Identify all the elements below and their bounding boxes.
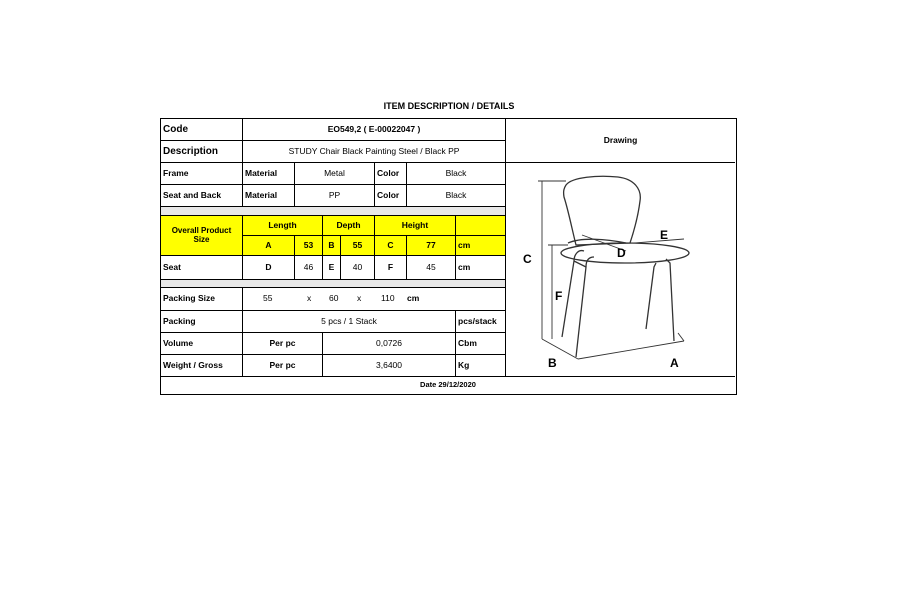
code-label: Code: [161, 119, 243, 141]
dim-c-label: C: [375, 236, 407, 256]
seat-back-material-value: PP: [295, 185, 375, 207]
document-title: ITEM DESCRIPTION / DETAILS: [383, 101, 515, 111]
dim-a-label: A: [243, 236, 295, 256]
drawing-label-f: F: [555, 289, 563, 303]
drawing-label-e: E: [660, 228, 669, 242]
seat-back-color-label: Color: [375, 185, 407, 207]
packing-x-1: x: [307, 293, 312, 304]
drawing-label-a: A: [670, 356, 679, 370]
weight-value: 3,6400: [323, 355, 456, 377]
packing-length: 55: [263, 293, 273, 304]
chair-frame-bar: [574, 261, 586, 267]
packing-size-values: [243, 288, 506, 311]
seat-back-color-value: Black: [407, 185, 506, 207]
drawing-label-b: B: [548, 356, 557, 370]
description-value: STUDY Chair Black Painting Steel / Black PP: [243, 141, 506, 163]
drawing-label-d: D: [617, 246, 626, 260]
weight-label: Weight / Gross: [161, 355, 243, 377]
chair-drawing: [506, 163, 735, 377]
dim-line-e: [634, 239, 684, 243]
chair-backrest: [564, 176, 641, 245]
overall-unit: cm: [456, 236, 506, 256]
chair-leg-back-right: [666, 259, 674, 341]
dim-b-value: 55: [341, 236, 375, 256]
seat-label: Seat: [161, 256, 243, 280]
weight-unit: Kg: [456, 355, 506, 377]
description-label: Description: [161, 141, 243, 163]
frame-color-value: Black: [407, 163, 506, 185]
seat-back-material-label: Material: [243, 185, 295, 207]
packing-height: 110: [381, 293, 395, 304]
seat-unit: cm: [456, 256, 506, 280]
volume-value: 0,0726: [323, 333, 456, 355]
packing-value: 5 pcs / 1 Stack: [243, 311, 456, 333]
packing-x-2: x: [357, 293, 362, 304]
overall-product-size-label: Overall Product Size: [161, 216, 243, 256]
dim-c-value: 77: [407, 236, 456, 256]
dim-tick-a: [678, 333, 684, 341]
dim-e-value: 40: [341, 256, 375, 280]
frame-label: Frame: [161, 163, 243, 185]
packing-unit: pcs/stack: [456, 311, 506, 333]
overall-blank-cell: [456, 216, 506, 236]
weight-per-pc: Per pc: [243, 355, 323, 377]
dim-f-label: F: [375, 256, 407, 280]
item-details-sheet: [160, 118, 737, 395]
drawing-label-c: C: [523, 252, 532, 266]
document-date: Date 29/12/2020: [420, 379, 476, 389]
dim-a-value: 53: [295, 236, 323, 256]
chair-leg-back: [646, 263, 656, 329]
packing-size-label: Packing Size: [161, 288, 243, 311]
seat-and-back-label: Seat and Back: [161, 185, 243, 207]
packing-label: Packing: [161, 311, 243, 333]
dim-d-label: D: [243, 256, 295, 280]
dim-f-value: 45: [407, 256, 456, 280]
packing-size-unit: cm: [407, 293, 420, 304]
chair-leg-front: [576, 257, 594, 357]
dim-b-label: B: [323, 236, 341, 256]
spacer-row: [161, 207, 506, 216]
packing-width: 60: [329, 293, 339, 304]
depth-header: Depth: [323, 216, 375, 236]
dim-d-value: 46: [295, 256, 323, 280]
frame-color-label: Color: [375, 163, 407, 185]
drawing-header: Drawing: [506, 119, 735, 163]
length-header: Length: [243, 216, 323, 236]
volume-unit: Cbm: [456, 333, 506, 355]
spacer-row-2: [161, 280, 506, 288]
code-value: EO549,2 ( E-00022047 ): [243, 119, 506, 141]
chair-drawing-svg: [506, 163, 735, 377]
dim-line-a: [578, 341, 684, 359]
volume-per-pc: Per pc: [243, 333, 323, 355]
drawing-cell: [506, 163, 735, 377]
height-header: Height: [375, 216, 456, 236]
dim-e-label: E: [323, 256, 341, 280]
chair-leg-front-left: [562, 251, 584, 337]
volume-label: Volume: [161, 333, 243, 355]
frame-material-value: Metal: [295, 163, 375, 185]
frame-material-label: Material: [243, 163, 295, 185]
